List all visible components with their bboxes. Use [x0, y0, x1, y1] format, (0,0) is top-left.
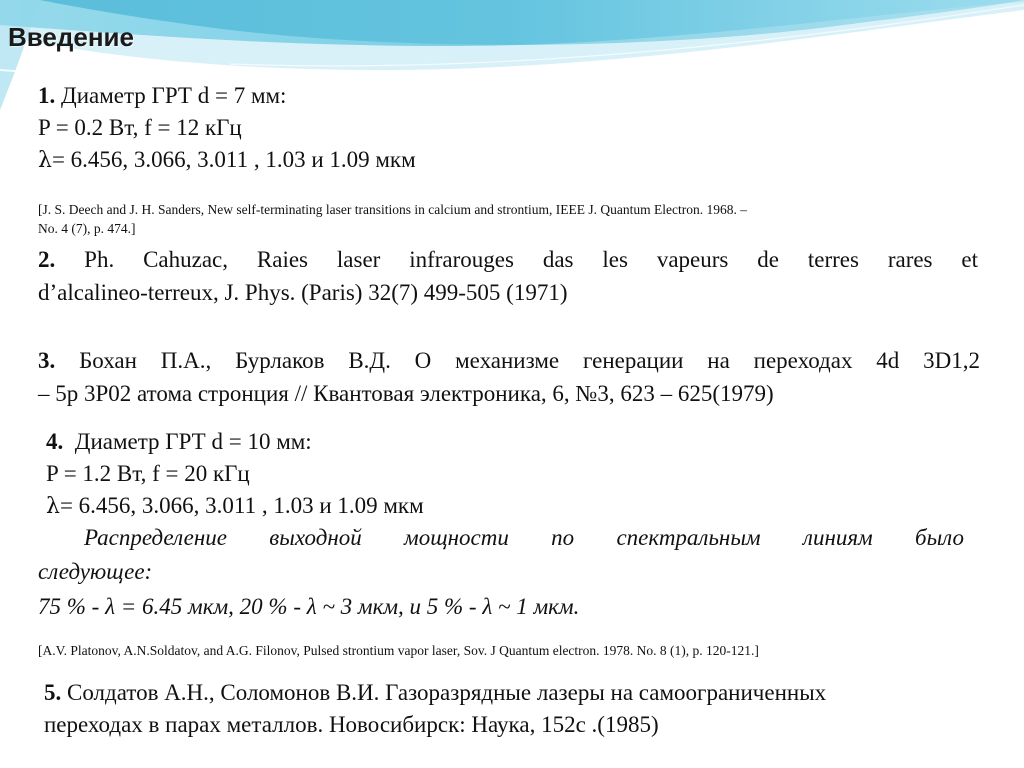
distribution-line1: Распределение выходной мощности по спектральным линиям было — [84, 525, 964, 550]
item4-line3: λ= 6.456, 3.066, 3.011 , 1.03 и 1.09 мкм — [46, 493, 424, 519]
item2-line2: d’alcalineo-terreux, J. Phys. (Paris) 32(7) 499-505 (1971) — [38, 280, 568, 305]
item5-line1: 5. Солдатов А.Н., Соломонов В.И. Газоразрядные лазеры на самоограниченных — [44, 680, 827, 705]
item1-number: 1. — [38, 83, 56, 108]
ref1-line1: [J. S. Deech and J. H. Sanders, New self-terminating laser transitions in calcium and strontium, IEEE J. Quantum Electron. 1968. – — [38, 202, 747, 217]
ref2-block — [38, 641, 759, 660]
item3-number: 3. — [38, 348, 56, 373]
slide-title: Введение — [8, 22, 134, 52]
ref1-line2: No. 4 (7), p. 474.] — [38, 221, 136, 236]
lambda-symbol: λ — [46, 494, 60, 519]
item2-number: 2. — [38, 247, 56, 272]
item1-line1: 1. Диаметр ГРТ d = 7 мм: — [38, 83, 287, 108]
item4-number: 4. — [46, 429, 64, 454]
distribution-line2: следующее: — [38, 559, 153, 584]
item3-line1: 3. Бохан П.А., Бурлаков В.Д. О механизме генерации на переходах 4d 3D1,2 — [38, 348, 980, 373]
item4-block — [46, 426, 424, 523]
item4-line2: P = 1.2 Вт, f = 20 кГц — [46, 461, 250, 486]
item2-line1: 2. Ph. Cahuzac, Raies laser infrarouges das les vapeurs de terres rares et — [38, 247, 979, 272]
ref2-line1: [A.V. Platonov, A.N.Soldatov, and A.G. Filonov, Pulsed strontium vapor laser, Sov. J Quantum electron. 1978. No. 8 (1), p. 120-121.] — [38, 643, 759, 658]
item5-line2: переходах в парах металлов. Новосибирск: Наука, 152с .(1985) — [44, 712, 659, 737]
item1-line2: P = 0.2 Вт, f = 12 кГц — [38, 115, 242, 140]
item1-line3: λ= 6.456, 3.066, 3.011 , 1.03 и 1.09 мкм — [38, 147, 416, 173]
item4-line1: 4. Диаметр ГРТ d = 10 мм: — [46, 429, 312, 454]
ref1-block — [38, 200, 988, 238]
item3-line2: – 5p 3P02 атома стронция // Квантовая электроника, 6, №3, 623 – 625(1979) — [38, 381, 774, 406]
lambda-symbol: λ — [38, 148, 52, 173]
item5-block — [44, 677, 826, 741]
distribution-line3: 75 % - λ = 6.45 мкм, 20 % - λ ~ 3 мкм, и 5 % - λ ~ 1 мкм. — [38, 594, 580, 619]
item1-block — [38, 80, 416, 177]
item5-number: 5. — [44, 680, 62, 705]
